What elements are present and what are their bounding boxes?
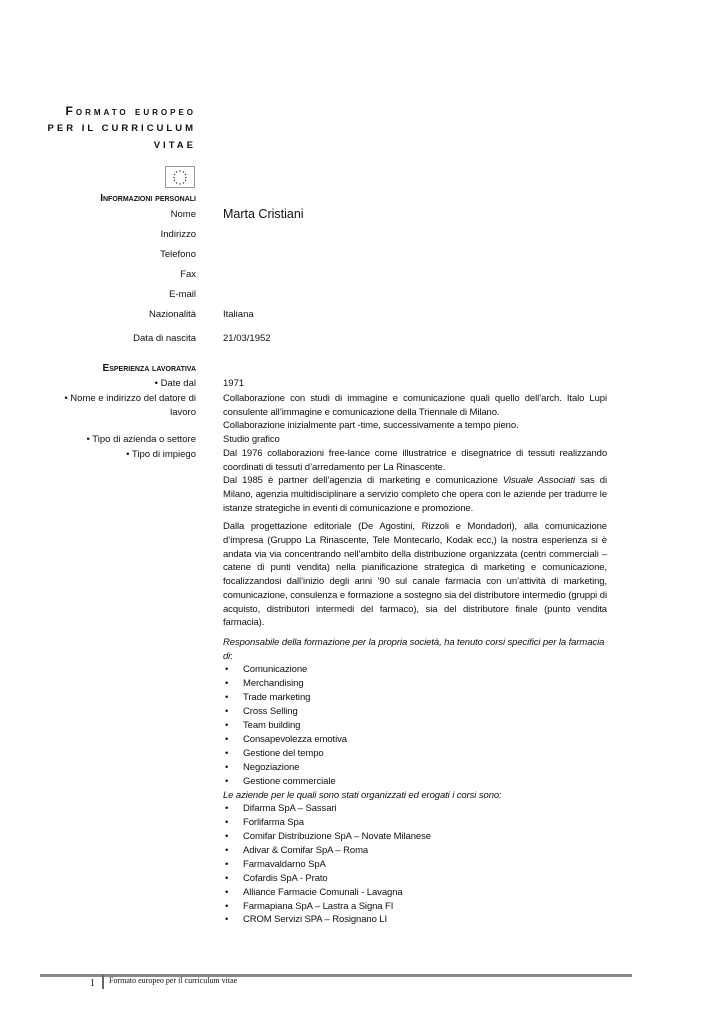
courses-list [223,663,607,788]
title-line: Formato europeo [65,104,196,118]
footer-separator [102,975,104,989]
clients-list [223,802,607,927]
list-item: • Merchandising [223,677,607,691]
value-nome: Marta Cristiani [223,207,304,221]
job-1985-part: sas di Milano, agenzia multidisciplinare a servizio completo che opera con le aziende per tradurre le istanze strategiche in eventi di comunicazione e promozione. [223,475,607,514]
label-date: • Date dal [154,378,196,389]
agency-name: Visuale Associati [502,475,576,487]
list-item: • Gestione commerciale [223,775,607,789]
sector-text: Studio grafico [223,434,280,446]
title-line: PER IL CURRICULUM [47,123,196,134]
list-item: • Forlifarma Spa [223,816,607,830]
job-1976-text: Dal 1976 collaborazioni free-lance come illustratrice e disegnatrice di tessuti realizzando coordinati di tessuti d’arredamento per La Rinascente. [223,447,607,473]
list-item: • Farmavaldarno SpA [223,858,607,872]
label-fax: Fax [180,269,196,280]
list-item: • Difarma SpA – Sassari [223,802,607,816]
label-telefono: Telefono [160,249,196,260]
page-number: 1 [90,978,95,989]
list-item: • Farmapiana SpA – Lastra a Signa FI [223,900,607,914]
footer-text: Formato europeo per il curriculum vitae [109,976,238,985]
list-item: • Gestione del tempo [223,747,607,761]
value-date: 1971 [223,378,245,389]
experience-paragraph: Dalla progettazione editoriale (De Agostini, Rizzoli e Mondadori), alla comunicazione d’impresa (Gruppo La Rinascente, Tele Montecarlo, Kodak ecc,) la nostra esperienza si è andata via via concentrando nell’ambito della distribuzione organizzata (centri commerciali – catene di punti vendita) nella pianificazione strategica di marketing e comunicazione, focalizzandosi dall’inizio degli anni ’90 sul canale farmacia con un’attività di marketing, comunicazione, consulenza e formazione a sostegno sia del distributore intermedio (gruppi di acquisto, distributori intermedi del farmaco), sia del distributore finale (punto vendita farmacia). [223,521,607,629]
experience-details [223,392,607,927]
label-email: E-mail [169,289,196,300]
list-item: • Cofardis SpA - Prato [223,872,607,886]
title-line: VITAE [153,140,196,151]
list-item: • CROM Servizi SPA – Rosignano LI [223,913,607,927]
label-nazionalita: Nazionalità [149,309,196,320]
job-1985-text [223,474,607,515]
value-nazionalita: Italiana [223,309,254,320]
employer-text: Collaborazione con studi di immagine e comunicazione quali quello dell’arch. Italo Lupi consulente all’immagine e comunicazione della Triennale di Milano. [223,393,607,418]
label-employer: • Nome e indirizzo del datore di [64,393,196,404]
employer-text: Collaborazione inizialmente part -time, successivamente a tempo pieno. [223,420,519,432]
courses-intro [223,636,607,663]
label-job-type: • Tipo di impiego [126,449,196,460]
label-nome: Nome [170,209,196,220]
clients-intro: Le aziende per le quali sono stati organizzati ed erogati i corsi sono: [223,789,502,801]
list-item: • Comifar Distribuzione SpA – Novate Milanese [223,830,607,844]
eu-flag-icon [165,166,195,188]
list-item: • Cross Selling [223,705,607,719]
list-item: • Team building [223,719,607,733]
list-item: • Trade marketing [223,691,607,705]
courses-intro-text: Responsabile della formazione per la propria società, ha tenuto corsi specifici per la farmacia di [223,636,605,662]
label-indirizzo: Indirizzo [160,229,196,240]
label-data-nascita: Data di nascita [133,333,196,344]
colon: : [230,650,233,662]
label-sector: • Tipo di azienda o settore [86,434,196,445]
value-data-nascita: 21/03/1952 [223,333,271,344]
section-title-experience: Esperienza lavorativa [102,363,196,374]
label-employer-cont: lavoro [170,407,196,418]
job-1985-part: Dal 1985 è partner dell’agenzia di marketing e comunicazione [223,475,503,487]
document-title [48,103,196,154]
list-item: • Consapevolezza emotiva [223,733,607,747]
list-item: • Alliance Farmacie Comunali - Lavagna [223,886,607,900]
section-title-personal: Informazioni personali [100,193,196,204]
list-item: • Comunicazione [223,663,607,677]
list-item: • Adivar & Comifar SpA – Roma [223,844,607,858]
list-item: • Negoziazione [223,761,607,775]
